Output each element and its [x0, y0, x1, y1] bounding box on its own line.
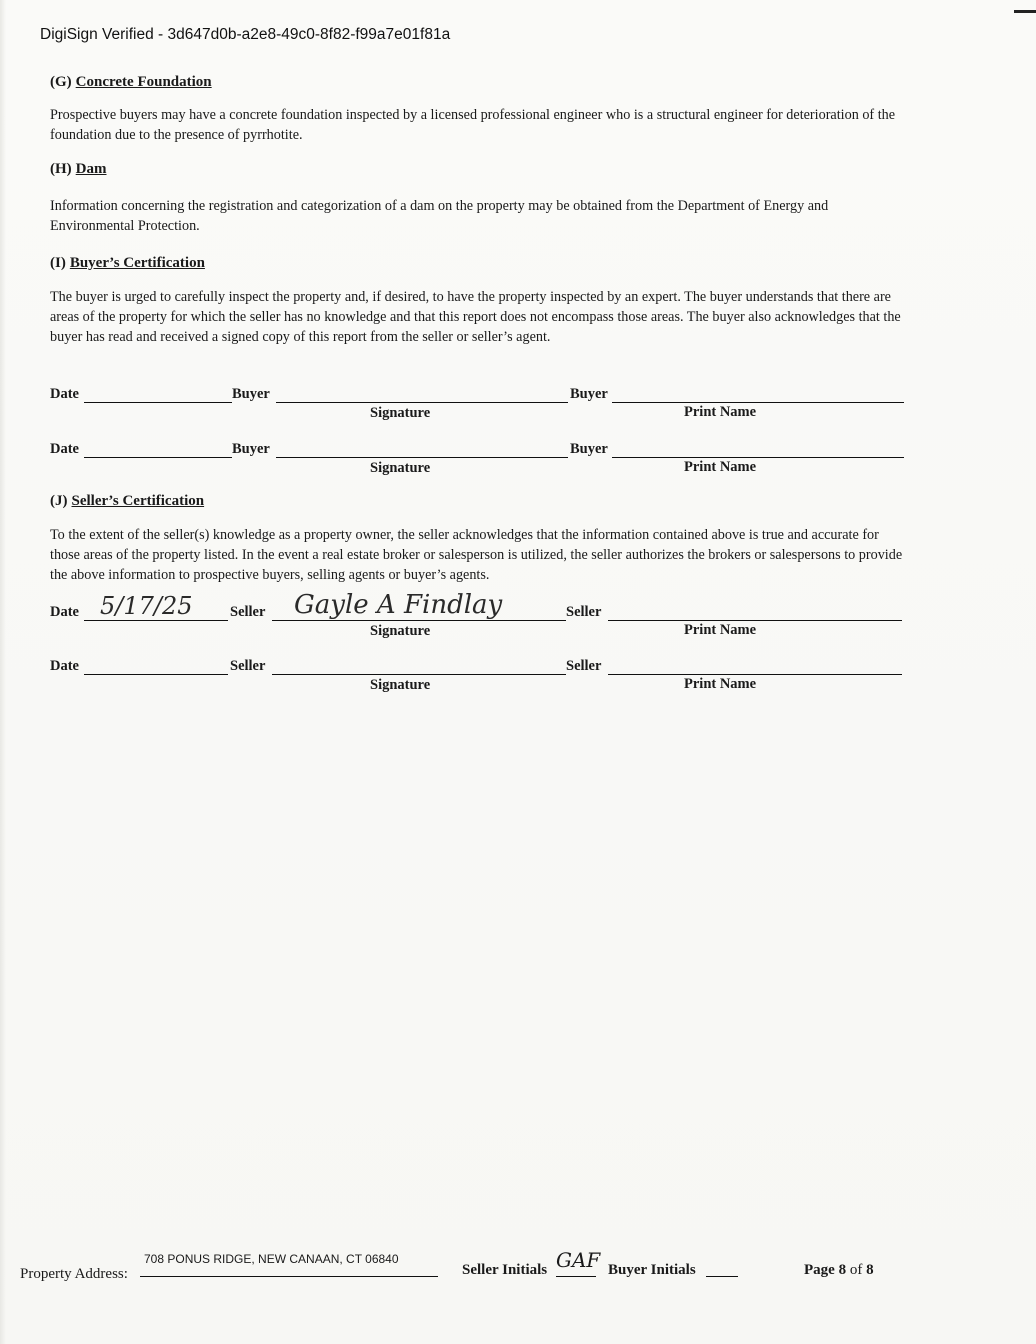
date-label: Date: [50, 658, 79, 674]
seller-label: Seller: [566, 658, 602, 674]
page-footer: [0, 1248, 1036, 1292]
buyer-label: Buyer: [232, 441, 270, 457]
buyer-signature-line[interactable]: [276, 402, 568, 403]
signature-caption: Signature: [370, 460, 431, 476]
seller-initials-label: Seller Initials: [462, 1262, 548, 1278]
buyer-print-name-line[interactable]: [612, 457, 904, 458]
seller-signature-line[interactable]: [272, 674, 566, 675]
seller-label: Seller: [230, 604, 266, 620]
page-prefix: Page: [804, 1262, 839, 1278]
seller-initials-handwritten: GAF: [556, 1248, 601, 1272]
print-name-caption: Print Name: [684, 622, 757, 638]
buyer-print-name-line[interactable]: [612, 402, 904, 403]
section-h-letter: (H): [50, 161, 72, 177]
seller-label: Seller: [230, 658, 266, 674]
page-mid: of: [846, 1262, 867, 1278]
section-g-heading: [50, 74, 212, 91]
print-name-caption: Print Name: [684, 676, 757, 692]
section-j-letter: (J): [50, 493, 68, 509]
buyer-label: Buyer: [570, 386, 608, 402]
section-i-heading: [50, 255, 205, 272]
page-number: [804, 1262, 874, 1279]
seller-signature-handwritten: Gayle A Findlay: [294, 590, 503, 620]
seller-date-handwritten: 5/17/25: [100, 592, 193, 620]
section-h-title: Dam: [75, 161, 107, 177]
print-name-caption: Print Name: [684, 459, 757, 475]
property-address-label: Property Address:: [20, 1266, 128, 1282]
date-line[interactable]: [84, 402, 232, 403]
digisign-verification: DigiSign Verified - 3d647d0b-a2e8-49c0-8f82-f99a7e01f81a: [40, 26, 451, 43]
buyer-signature-line[interactable]: [276, 457, 568, 458]
section-i-text: The buyer is urged to carefully inspect the property and, if desired, to have the property inspected by an expert. The buyer understands that there are areas of the property for which the seller has no knowledge and that this report does not encompass those areas. The buyer also acknowledges that the buyer has read and received a signed copy of this report from the seller or seller’s agent.: [50, 289, 901, 345]
seller-print-name-line[interactable]: [608, 674, 902, 675]
date-label: Date: [50, 604, 79, 620]
section-g-text: Prospective buyers may have a concrete foundation inspected by a licensed professional engineer who is a structural engineer for deterioration of the foundation due to the presence of pyrrhotite.: [50, 107, 896, 143]
buyer-signature-row-1: [50, 386, 910, 426]
property-address-value: 708 PONUS RIDGE, NEW CANAAN, CT 06840: [144, 1252, 399, 1266]
print-name-caption: Print Name: [684, 404, 757, 420]
section-h-text: Information concerning the registration and categorization of a dam on the property may be obtained from the Department of Energy and Environmental Protection.: [50, 198, 829, 234]
signature-caption: Signature: [370, 677, 431, 693]
page-current: 8: [838, 1262, 847, 1278]
date-line[interactable]: [84, 457, 232, 458]
buyer-label: Buyer: [232, 386, 270, 402]
section-j-heading: [50, 493, 204, 510]
seller-signature-row-1: [50, 590, 910, 644]
property-address-line: [140, 1276, 438, 1277]
date-line[interactable]: [84, 674, 228, 675]
buyer-initials-label: Buyer Initials: [608, 1262, 696, 1278]
page-edge-shadow: [0, 0, 6, 1344]
seller-signature-line[interactable]: [272, 620, 566, 621]
seller-print-name-line[interactable]: [608, 620, 902, 621]
corner-mark: [1014, 10, 1036, 13]
section-j-title: Seller’s Certification: [71, 493, 205, 509]
seller-signature-row-2: [50, 658, 910, 698]
section-g-letter: (G): [50, 74, 72, 90]
section-g-title: Concrete Foundation: [75, 74, 212, 90]
date-label: Date: [50, 441, 79, 457]
seller-initials-line[interactable]: [556, 1276, 596, 1277]
section-j-text: To the extent of the seller(s) knowledge as a property owner, the seller acknowledges that the information contained above is true and accurate for those areas of the property listed. In the event a real estate broker or salesperson is utilized, the seller authorizes the brokers or salespersons to provide the above information to prospective buyers, selling agents or buyer’s agents.: [50, 527, 903, 583]
section-h-heading: [50, 161, 107, 178]
section-i-title: Buyer’s Certification: [69, 255, 205, 271]
section-i-letter: (I): [50, 255, 66, 271]
signature-caption: Signature: [370, 623, 431, 639]
date-line[interactable]: [84, 620, 228, 621]
date-label: Date: [50, 386, 79, 402]
buyer-signature-row-2: [50, 441, 910, 481]
signature-caption: Signature: [370, 405, 431, 421]
page-total: 8: [866, 1262, 874, 1278]
seller-label: Seller: [566, 604, 602, 620]
buyer-initials-line[interactable]: [706, 1276, 738, 1277]
buyer-label: Buyer: [570, 441, 608, 457]
